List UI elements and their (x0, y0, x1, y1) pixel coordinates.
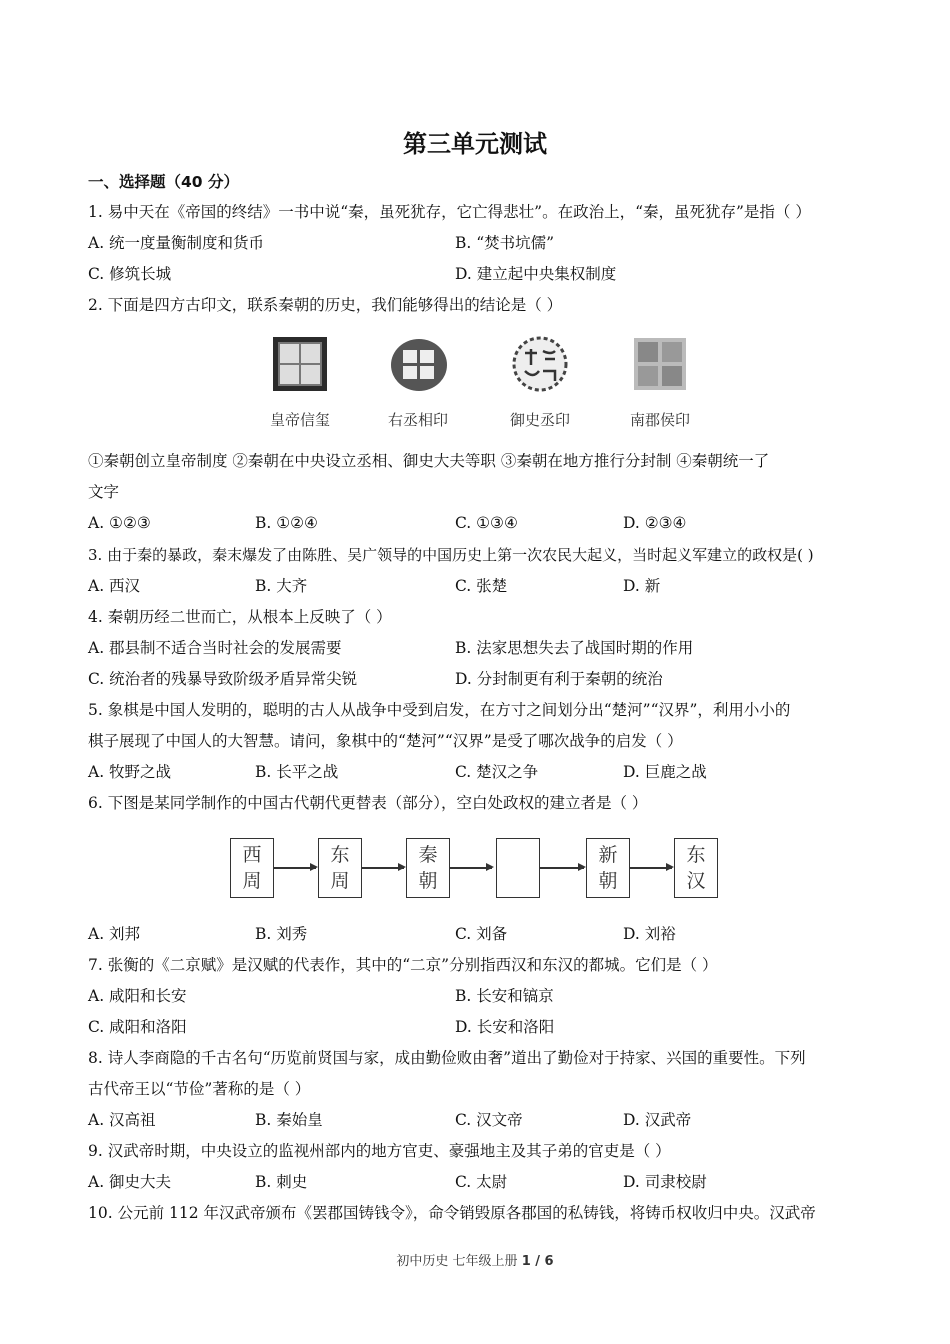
question-4-stem: 4. 秦朝历经二世而亡，从根本上反映了（ ） (88, 608, 392, 626)
page-number: 1 / 6 (521, 1254, 554, 1269)
q8-option-a: A. 汉高祖 (88, 1111, 156, 1129)
q2-option-a: A. ①②③ (88, 514, 151, 532)
q2-option-b: B. ①②④ (255, 514, 318, 532)
q2-option-c: C. ①③④ (455, 514, 518, 532)
footer-text: 初中历史 七年级上册 (396, 1254, 522, 1269)
arrow-right-icon (274, 867, 316, 869)
question-7-stem: 7. 张衡的《二京赋》是汉赋的代表作，其中的“二京”分别指西汉和东汉的都城。它们是（ ） (88, 956, 718, 974)
question-6-stem: 6. 下图是某同学制作的中国古代朝代更替表（部分），空白处政权的建立者是（ ） (88, 794, 648, 812)
q8-option-c: C. 汉文帝 (455, 1111, 523, 1129)
q6-option-b: B. 刘秀 (255, 925, 308, 943)
q5-option-d: D. 巨鹿之战 (623, 763, 707, 781)
arrow-right-icon (540, 867, 584, 869)
q9-option-d: D. 司隶校尉 (623, 1173, 707, 1191)
q3-option-d: D. 新 (623, 577, 661, 595)
arrow-right-icon (630, 867, 672, 869)
seal-stamp-icon (511, 335, 569, 393)
q7-option-b: B. 长安和镐京 (455, 987, 554, 1005)
q4-option-d: D. 分封制更有利于秦朝的统治 (455, 670, 663, 688)
question-3-stem: 3. 由于秦的暴政，秦末爆发了由陈胜、吴广领导的中国历史上第一次农民大起义，当时起义军建立的政权是( ) (88, 546, 814, 564)
q6-option-d: D. 刘裕 (623, 925, 676, 943)
seal-3 (490, 335, 590, 430)
q4-option-b: B. 法家思想失去了战国时期的作用 (455, 639, 694, 657)
question-8-stem-cont: 古代帝王以“节俭”著称的是（ ） (88, 1080, 311, 1098)
seal-1 (250, 335, 350, 430)
q9-option-a: A. 御史大夫 (88, 1173, 172, 1191)
page-title: 第三单元测试 (403, 129, 547, 158)
q1-option-b: B. “焚书坑儒” (455, 234, 555, 252)
q8-option-b: B. 秦始皇 (255, 1111, 323, 1129)
dynasty-box: 西 周 (230, 838, 274, 898)
q3-option-b: B. 大齐 (255, 577, 308, 595)
dynasty-box: 东 周 (318, 838, 362, 898)
dynasty-box-blank (496, 838, 540, 898)
question-8-stem: 8. 诗人李商隐的千古名句“历览前贤国与家，成由勤俭败由奢”道出了勤俭对于持家、兴国的重要性。下列 (88, 1049, 806, 1067)
dynasty-box: 秦 朝 (406, 838, 450, 898)
seal-label: 御史丞印 (509, 411, 570, 429)
section-heading: 一、选择题（40 分） (88, 173, 239, 191)
seal-label: 南郡侯印 (629, 411, 690, 429)
question-5-stem-cont: 棋子展现了中国人的大智慧。请问，象棋中的“楚河”“汉界”是受了哪次战争的启发（ ） (88, 732, 683, 750)
q5-option-b: B. 长平之战 (255, 763, 339, 781)
seal-stamp-icon (389, 335, 447, 393)
seal-stamp-icon (631, 335, 689, 393)
seal-label: 右丞相印 (387, 411, 448, 429)
dynasty-box: 新 朝 (586, 838, 630, 898)
q7-option-d: D. 长安和洛阳 (455, 1018, 555, 1036)
q4-option-a: A. 郡县制不适合当时社会的发展需要 (88, 639, 342, 657)
dynasty-flow-diagram (230, 838, 720, 900)
seal-images (250, 335, 710, 435)
q5-option-a: A. 牧野之战 (88, 763, 172, 781)
q9-option-b: B. 刺史 (255, 1173, 308, 1191)
q5-option-c: C. 楚汉之争 (455, 763, 539, 781)
q1-option-c: C. 修筑长城 (88, 265, 172, 283)
seal-2 (368, 335, 468, 430)
seal-stamp-icon (271, 335, 329, 393)
q9-option-c: C. 太尉 (455, 1173, 508, 1191)
seal-label: 皇帝信玺 (269, 411, 330, 429)
q7-option-a: A. 咸阳和长安 (88, 987, 187, 1005)
q8-option-d: D. 汉武帝 (623, 1111, 692, 1129)
arrow-right-icon (450, 867, 492, 869)
question-2-statements: ①秦朝创立皇帝制度 ②秦朝在中央设立丞相、御史大夫等职 ③秦朝在地方推行分封制 ④秦朝统一了 (88, 452, 770, 470)
question-2-statements-cont: 文字 (88, 483, 120, 501)
question-9-stem: 9. 汉武帝时期，中央设立的监视州部内的地方官吏、豪强地主及其子弟的官吏是（ ） (88, 1142, 671, 1160)
q4-option-c: C. 统治者的残暴导致阶级矛盾异常尖锐 (88, 670, 358, 688)
q6-option-a: A. 刘邦 (88, 925, 141, 943)
seal-4 (610, 335, 710, 430)
page-footer (0, 1250, 950, 1269)
q7-option-c: C. 咸阳和洛阳 (88, 1018, 187, 1036)
question-10-stem: 10. 公元前 112 年汉武帝颁布《罢郡国铸钱令》，命令销毁原各郡国的私铸钱，将铸币权收归中央。汉武帝 (88, 1204, 816, 1222)
question-2-stem: 2. 下面是四方古印文，联系秦朝的历史，我们能够得出的结论是（ ） (88, 296, 563, 314)
q2-option-d: D. ②③④ (623, 514, 687, 532)
q1-option-d: D. 建立起中央集权制度 (455, 265, 617, 283)
q1-option-a: A. 统一度量衡制度和货币 (88, 234, 265, 252)
q6-option-c: C. 刘备 (455, 925, 508, 943)
arrow-right-icon (362, 867, 404, 869)
q3-option-a: A. 西汉 (88, 577, 141, 595)
dynasty-box: 东 汉 (674, 838, 718, 898)
question-1-stem: 1. 易中天在《帝国的终结》一书中说“秦，虽死犹存，它亡得悲壮”。在政治上，“秦，虽死犹存”是指（ ） (88, 203, 811, 221)
question-5-stem: 5. 象棋是中国人发明的，聪明的古人从战争中受到启发，在方寸之间划分出“楚河”“汉界”，利用小小的 (88, 701, 791, 719)
q3-option-c: C. 张楚 (455, 577, 508, 595)
